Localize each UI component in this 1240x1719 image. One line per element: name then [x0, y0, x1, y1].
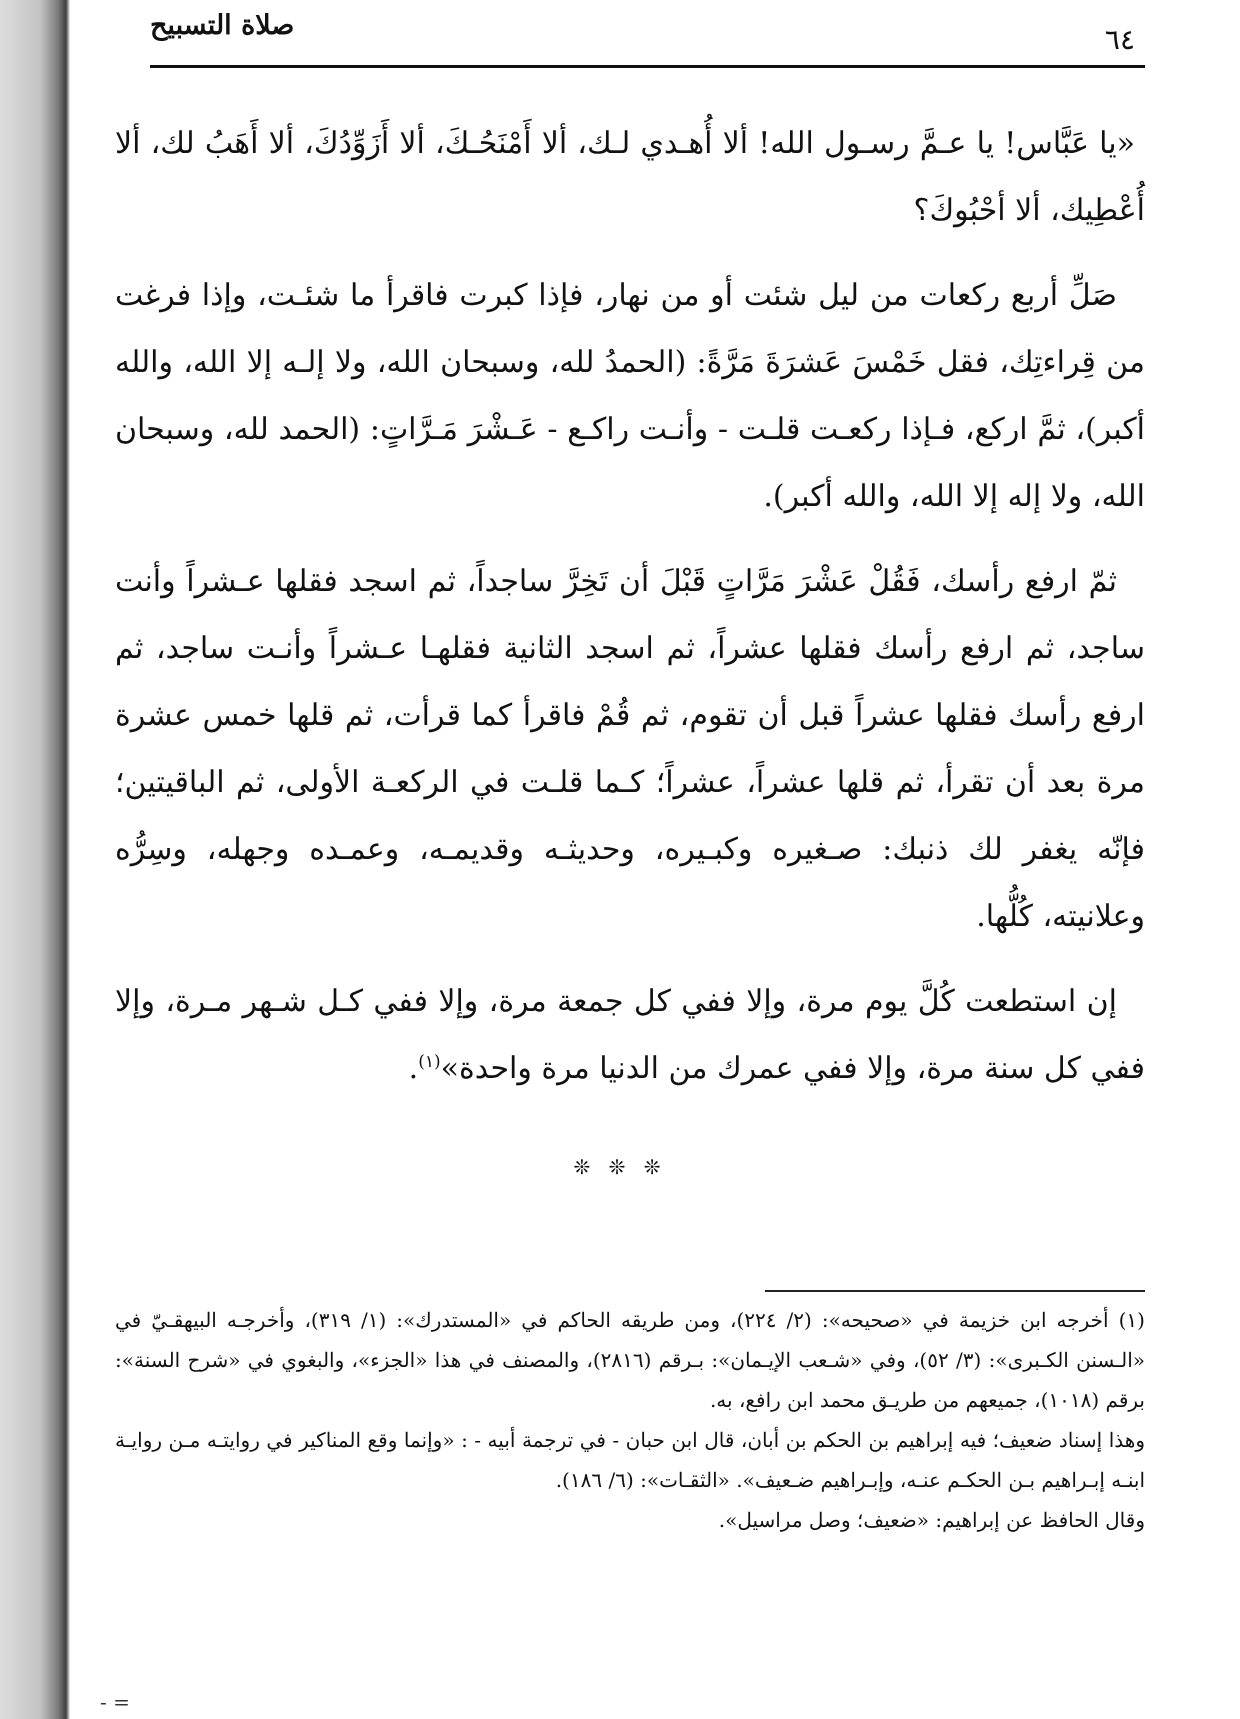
footnote-1-sources: (١) أخرجه ابن خزيمة في «صحيحه»: (٢/ ٢٢٤)، ومن طريقه الحاكم في «المستدرك»: (١/ ٣١٩)، وأخرجـه البيهقـيّ في «الـسنن الكـبرى»: (٣/ ٥٢)، وفي «شـعب الإيـمان»: بـرقم (٢٨١٦)، والمصنف في هذا «الجزء»، والبغوي في «شرح السنة»: برقم (١٠١٨)، جميعهم من طريـق محمد ابن رافع، به. — [115, 1308, 1145, 1412]
page-number: ٦٤ — [1104, 23, 1135, 56]
paragraph-prayer-instructions: صَلِّ أربع ركعات من ليل شئت أو من نهار، فإذا كبرت فاقرأ ما شئـت، وإذا فرغت من قِراءتِك، فقل خَمْسَ عَشرَةَ مَرَّةً: (الحمدُ لله، وسبحان الله، ولا إلـه إلا الله، والله أكبر)، ثمَّ اركع، فـإذا ركعـت قلـت - وأنـت راكـع - عَـشْرَ مَـرَّاتٍ: (الحمد لله، وسبحان الله، ولا إله إلا الله، والله أكبر). — [115, 278, 1145, 514]
paragraph-prostrations: ثمّ ارفع رأسك، فَقُلْ عَشْرَ مَرَّاتٍ قَبْلَ أن تَخِرَّ ساجداً، ثم اسجد فقلها عـشراً وأنت ساجد، ثم ارفع رأسك فقلها عشراً، ثم اسجد الثانية فقلهـا عـشراً وأنـت ساجد، ثم ارفع رأسك فقلها عشراً قبل أن تقوم، ثم قُمْ فاقرأ كما قرأت، ثم قلها خمس عشرة مرة بعد أن تقرأ، ثم قلها عشراً، عشراً؛ كـما قلـت في الركعـة الأولى، ثم الباقيتين؛ فإنّه يغفر لك ذنبك: صـغيره وكبـيره، وحديثـه وقديمـه، وعمـده وجهله، وسِرُّه وعلانيته، كُلُّها. — [115, 564, 1145, 934]
running-title: صلاة التسبيح — [150, 10, 295, 41]
section-separator: ❊ ❊ ❊ — [573, 1155, 667, 1179]
running-header — [150, 5, 1145, 68]
paragraph-frequency: إن استطعت كُلَّ يوم مرة، وإلا ففي كل جمعة مرة، وإلا ففي كـل شـهر مـرة، وإلا ففي كل سنة مرة، وإلا ففي عمرك من الدنيا مرة واحدة»$^{(١)}$. — [115, 984, 1145, 1086]
paragraph-hadith-opening: «يا عَبَّاس! يا عـمَّ رسـول الله! ألا أُهـدي لـك، ألا أَمْنَحُـكَ، ألا أَزَوِّدُكَ، ألا أَهَبُ لك، ألا أُعْطِيك، ألا أحْبُوكَ؟ — [115, 126, 1145, 228]
footnote-1-hafiz: وقال الحافظ عن إبراهيم: «ضعيف؛ وصل مراسيل». — [718, 1508, 1145, 1532]
book-page — [95, 0, 1145, 1719]
main-text — [115, 110, 1145, 1120]
footnotes — [115, 1300, 1145, 1540]
footnote-reference: (١) — [418, 1052, 441, 1072]
scan-binding-edge — [0, 0, 70, 1719]
paragraph-frequency-text: إن استطعت كُلَّ يوم مرة، وإلا ففي كل جمعة مرة، وإلا ففي كـل شـهر مـرة، وإلا ففي كل سنة مرة، وإلا ففي عمرك من الدنيا مرة واحدة» — [115, 984, 1145, 1086]
footnote-divider — [765, 1290, 1145, 1292]
footnote-1-grading: وهذا إسناد ضعيف؛ فيه إبراهيم بن الحكم بن أبان، قال ابن حبان - في ترجمة أبيه - : «وإنما وقع المناكير في روايتـه مـن روايـة ابنـه إبـراهيم بـن الحكـم عنـه، وإبـراهيم ضـعيف». «الثقـات»: (٦/ ١٨٦). — [115, 1428, 1145, 1492]
margin-marks: - = — [100, 1690, 130, 1714]
